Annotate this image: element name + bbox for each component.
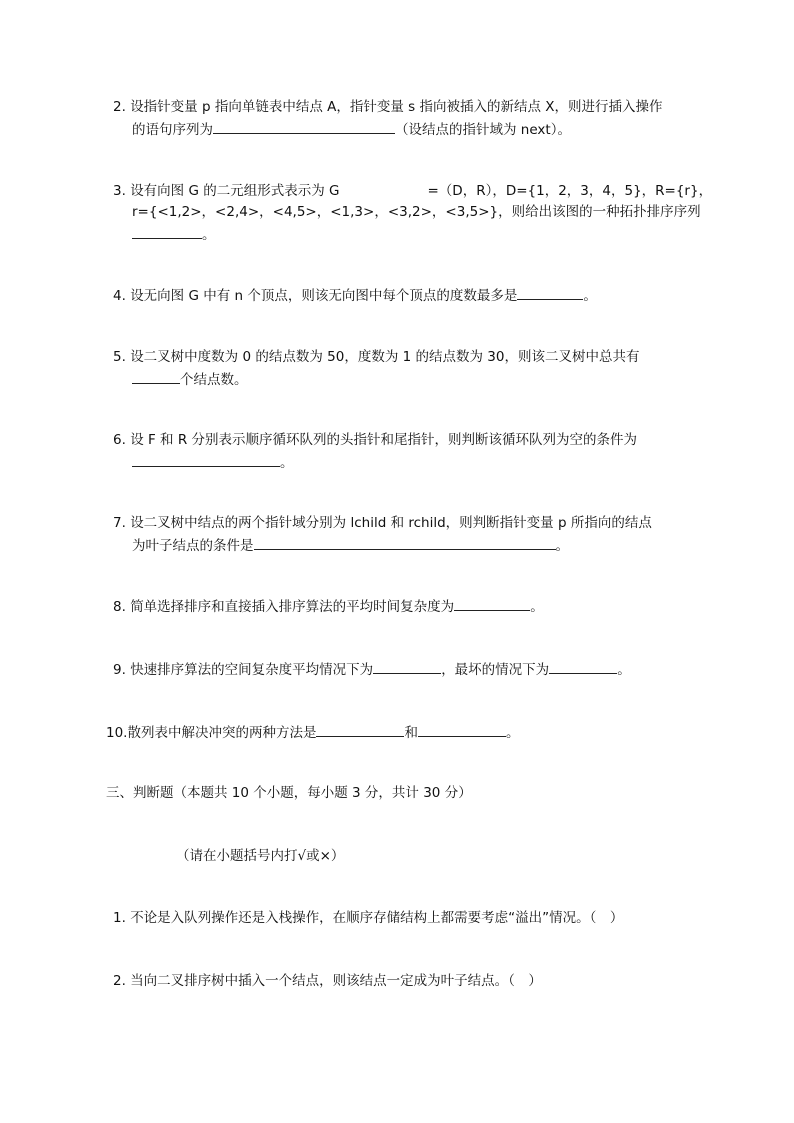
question-text: 设二叉树中度数为 0 的结点数为 50，度数为 1 的结点数为 30，则该二叉树中总共有 [130, 349, 640, 365]
answer-blank[interactable] [454, 596, 530, 611]
answer-blank[interactable] [132, 369, 180, 384]
true-false-question-2 [113, 971, 542, 991]
question-4 [113, 285, 597, 306]
question-7-line2 [132, 535, 569, 556]
question-text: 不论是入队列操作还是入栈操作，在顺序存储结构上都需要考虑“溢出”情况。（ ） [130, 910, 624, 926]
question-text: 。 [202, 227, 216, 243]
answer-blank[interactable] [132, 452, 280, 467]
question-text: r={<1,2>，<2,4>，<4,5>，<1,3>，<3,2>，<3,5>}，则给出该图的一种拓扑排序序列 [132, 204, 701, 220]
question-text: 散列表中解决冲突的两种方法是 [127, 725, 317, 741]
question-text: 设 F 和 R 分别表示顺序循环队列的头指针和尾指针，则判断该循环队列为空的条件为 [130, 432, 637, 448]
question-text: 。 [530, 599, 544, 615]
question-number: 2. [113, 99, 126, 115]
section-heading [106, 783, 472, 803]
question-text: 设无向图 G 中有 n 个顶点，则该无向图中每个顶点的度数最多是 [130, 288, 518, 304]
question-text: 设有向图 G 的二元组形式表示为 G [130, 183, 340, 199]
question-number: 3. [113, 183, 126, 199]
question-number: 9. [113, 662, 126, 678]
answer-blank[interactable] [213, 119, 395, 134]
question-5-line2 [132, 369, 248, 390]
question-5-line1 [113, 347, 639, 367]
question-number: 4. [113, 288, 126, 304]
question-text: 。 [583, 288, 597, 304]
answer-blank[interactable] [549, 659, 617, 674]
answer-blank[interactable] [316, 722, 404, 737]
answer-blank[interactable] [517, 285, 583, 300]
question-2-line1 [113, 97, 663, 117]
question-8 [113, 596, 544, 617]
question-text: 设二叉树中结点的两个指针域分别为 lchild 和 rchild，则判断指针变量 p 所指向的结点 [130, 515, 652, 531]
question-number: 1. [113, 910, 126, 926]
question-3-line2 [132, 202, 701, 222]
question-text: （设结点的指针域为 next）。 [395, 122, 571, 138]
question-text: 和 [404, 725, 418, 741]
answer-blank[interactable] [373, 659, 441, 674]
question-number: 2. [113, 973, 126, 989]
question-text: 个结点数。 [180, 372, 248, 388]
question-number: 5. [113, 349, 126, 365]
question-text: 。 [280, 455, 294, 471]
question-text: ，最坏的情况下为 [441, 662, 550, 678]
question-text: 。 [555, 538, 569, 554]
question-2-line2 [132, 119, 571, 140]
question-text: 。 [617, 662, 631, 678]
question-text: 为叶子结点的条件是 [132, 538, 254, 554]
question-6-line1 [113, 430, 637, 450]
question-number: 7. [113, 515, 126, 531]
question-text: 的语句序列为 [132, 122, 213, 138]
question-9 [113, 659, 631, 680]
true-false-question-1 [113, 908, 623, 928]
section-instruction [176, 846, 344, 866]
question-3-line3 [132, 224, 216, 245]
question-text: =（D，R），D={1，2，3，4，5}，R={r}， [427, 183, 713, 199]
question-text: 简单选择排序和直接插入排序算法的平均时间复杂度为 [130, 599, 455, 615]
question-number: 10. [106, 725, 128, 741]
question-text: 。 [505, 725, 520, 741]
instruction-text: （请在小题括号内打√或×） [176, 848, 345, 864]
section-title: 三、判断题（本题共 10 个小题，每小题 3 分，共计 30 分） [106, 785, 472, 801]
question-number: 8. [113, 599, 126, 615]
question-text: 设指针变量 p 指向单链表中结点 A，指针变量 s 指向被插入的新结点 X，则进行插入操作 [130, 99, 663, 115]
question-3-line1 [113, 181, 712, 201]
question-6-line2 [132, 452, 294, 473]
question-text: 快速排序算法的空间复杂度平均情况下为 [130, 662, 374, 678]
question-number: 6. [113, 432, 126, 448]
answer-blank[interactable] [132, 224, 202, 239]
question-10 [106, 722, 519, 743]
question-text: 当向二叉排序树中插入一个结点，则该结点一定成为叶子结点。（ ） [130, 973, 542, 989]
answer-blank[interactable] [254, 535, 556, 550]
answer-blank[interactable] [418, 722, 506, 737]
question-7-line1 [113, 513, 652, 533]
